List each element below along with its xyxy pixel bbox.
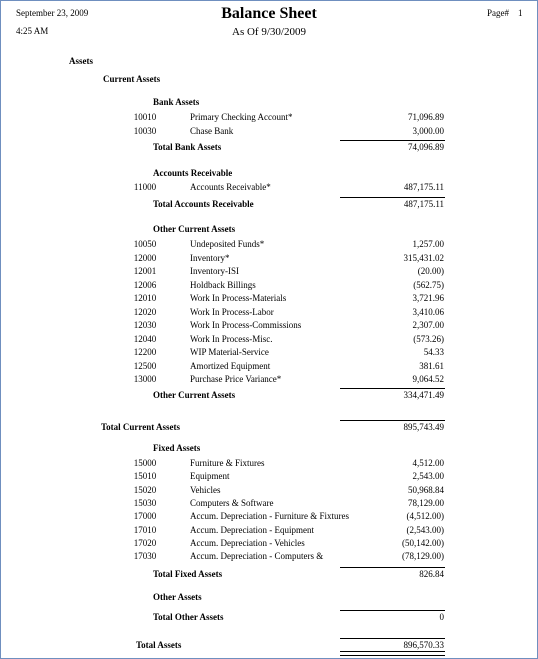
page-label: Page# [487,8,509,18]
account-name: Computers & Software [190,497,274,508]
account-name: Accum. Depreciation - Furniture & Fixtures [190,511,349,522]
total-fixed-assets-amount: 826.84 [419,569,444,579]
account-amount: 487,175.11 [403,182,444,192]
account-amount: (78,129.00) [402,551,444,562]
account-amount: 50,968.84 [408,484,444,495]
page-number: 1 [518,8,523,18]
account-name: Accounts Receivable* [190,182,271,192]
other-current-assets-total-amount: 334,471.49 [403,390,444,400]
account-name: Inventory* [190,252,230,263]
account-amount: 78,129.00 [408,497,444,508]
account-amount: 4,512.00 [412,458,444,468]
account-name: Accum. Depreciation - Equipment [190,524,314,535]
report-title: Balance Sheet [221,5,317,22]
account-name: Work In Process-Labor [190,306,274,317]
total-bank-assets-label: Total Bank Assets [153,142,222,152]
total-bank-assets-amount: 74,096.89 [408,142,444,152]
account-amount: (562.75) [413,279,444,290]
account-code: 17020 [133,537,157,548]
account-code: 17010 [133,524,157,535]
account-amount: 2,543.00 [412,471,444,482]
account-name: Chase Bank [190,125,234,136]
account-code: 15020 [133,484,157,495]
total-current-assets-amount: 895,743.49 [403,422,444,432]
report-time: 4:25 AM [16,26,49,36]
account-amount: 315,431.02 [403,252,444,263]
subtotal-rule [340,420,445,421]
total-accounts-receivable-label: Total Accounts Receivable [153,199,254,209]
account-name: Equipment [190,471,230,482]
account-amount: 3,000.00 [412,125,444,136]
account-code: 13000 [133,374,157,384]
account-name: Vehicles [190,484,221,495]
account-name: Purchase Price Variance* [190,374,282,384]
account-amount: 381.61 [419,360,444,371]
account-name: Furniture & Fixtures [190,458,265,468]
account-name: Primary Checking Account* [190,112,293,122]
total-accounts-receivable-amount: 487,175.11 [403,199,444,209]
account-code: 12200 [133,347,157,357]
account-amount: (2,543.00) [406,524,444,535]
account-name: Holdback Billings [190,279,256,290]
account-name: Inventory-ISI [190,266,239,276]
grand-total-double-rule [340,651,445,656]
account-code: 10050 [133,239,157,249]
account-code: 12010 [133,293,157,303]
assets-heading: Assets [69,56,93,66]
account-code: 15010 [133,471,157,482]
report-date: September 23, 2009 [16,8,89,18]
account-amount: 9,064.52 [412,374,444,384]
account-amount: 1,257.00 [412,239,444,249]
account-name: Work In Process-Commissions [190,320,302,330]
other-assets-heading: Other Assets [153,592,202,602]
subtotal-rule [340,197,445,198]
account-amount: 2,307.00 [412,320,444,330]
total-fixed-assets-label: Total Fixed Assets [153,569,223,579]
total-other-assets-label: Total Other Assets [153,612,224,622]
account-amount: (573.26) [413,333,444,344]
total-assets-label: Total Assets [136,640,182,650]
account-name: Amortized Equipment [190,360,271,371]
account-name: Undeposited Funds* [190,239,265,249]
total-other-assets-amount: 0 [439,612,444,622]
account-name: Accum. Depreciation - Vehicles [190,537,305,548]
account-code: 17000 [133,511,157,522]
account-code: 12001 [133,266,157,276]
account-amount: 54.33 [423,347,444,357]
account-amount: 3,410.06 [412,306,444,317]
account-amount: 71,096.89 [408,112,444,122]
subtotal-rule [340,567,445,568]
account-amount: (4,512.00) [406,511,444,522]
account-code: 10030 [133,125,157,136]
account-code: 11000 [133,182,157,192]
account-amount: 3,721.96 [412,293,444,303]
account-name: Work In Process-Materials [190,293,287,303]
account-amount: (20.00) [417,266,444,276]
account-code: 12030 [133,320,157,330]
account-name: WIP Material-Service [190,347,269,357]
account-code: 12020 [133,306,157,317]
account-code: 12000 [133,252,157,263]
subtotal-rule [340,610,445,611]
account-code: 15030 [133,497,157,508]
account-amount: (50,142.00) [402,537,444,548]
subtotal-rule [340,638,445,639]
account-name: Work In Process-Misc. [190,333,273,344]
other-current-assets-heading: Other Current Assets [153,224,236,234]
account-code: 12040 [133,333,157,344]
bank-assets-heading: Bank Assets [153,97,200,107]
other-current-assets-total-label: Other Current Assets [153,390,236,400]
account-code: 10010 [133,112,157,122]
account-code: 15000 [133,458,157,468]
total-assets-amount: 896,570.33 [403,640,444,650]
account-code: 12006 [133,279,157,290]
accounts-receivable-heading: Accounts Receivable [153,168,233,178]
current-assets-heading: Current Assets [103,74,161,84]
account-code: 12500 [133,360,157,371]
account-code: 17030 [133,551,157,562]
fixed-assets-heading: Fixed Assets [153,443,201,453]
subtotal-rule [340,388,445,389]
subtotal-rule [340,140,445,141]
report-subtitle: As Of 9/30/2009 [232,26,306,38]
total-current-assets-label: Total Current Assets [101,422,181,432]
account-name: Accum. Depreciation - Computers & [190,551,324,562]
